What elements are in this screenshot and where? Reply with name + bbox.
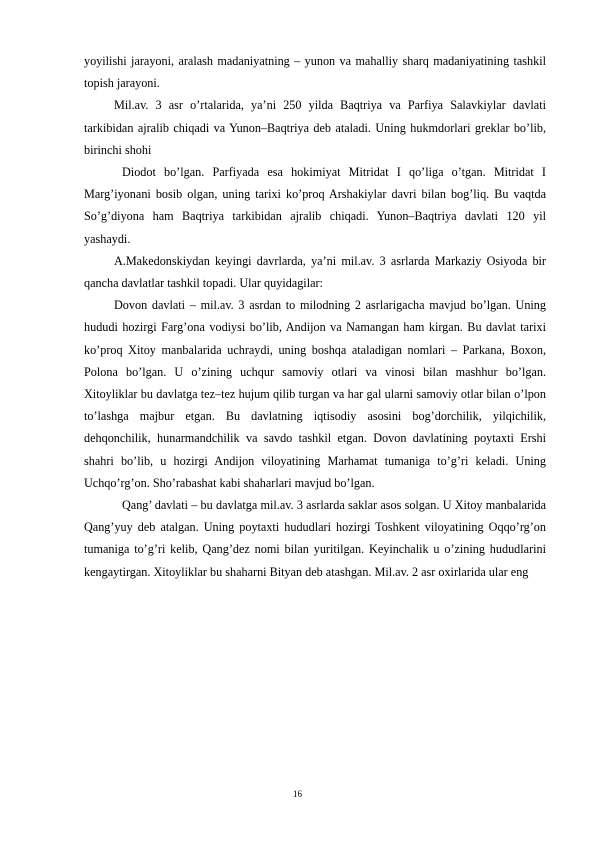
page-number: 16 bbox=[293, 789, 302, 799]
paragraph-continuation: yoyilishi jarayoni, aralash madaniyatning – yunon va mahalliy sharq madaniyatining tashkil topish jarayoni. bbox=[84, 54, 546, 91]
paragraph-baqtriya-parfiya: Mil.av. 3 asr o’rtalarida, ya’ni 250 yilda Baqtriya va Parfiya Salavkiylar davlati tarkibidan ajralib chiqadi va Yunon–Baqtriya deb ataladi. Uning hukmdorlari greklar bo’lib, birinchi shohi bbox=[84, 98, 546, 157]
paragraph-dovon-davlati: Dovon davlati – mil.av. 3 asrdan to milodning 2 asrlarigacha mavjud bo’lgan. Uning hududi hozirgi Farg’ona vodiysi bo’lib, Andijon va Namangan ham kirgan. Bu davlat tarixi ko’proq Xitoy manbalarida uchraydi, uning boshqa ataladigan nomlari – Parkana, Boxon, Polona bo’lgan. U o’zining uchqur samoviy otlari va vinosi bilan mashhur bo’lgan. Xitoyliklar bu davlatga tez–tez hujum qilib turgan va har gal ularni samoviy otlar bilan o’lpon to’lashga majbur etgan. Bu davlatning iqtisodiy asosini bog’dorchilik, yilqichilik, dehqonchilik, hunarmandchilik va savdo tashkil etgan. Dovon davlatining poytaxti Ershi shahri bo’lib, u hozirgi Andijon viloyatining Marhamat tumaniga to’g’ri keladi. Uning Uchqo’rg’on. Sho’rabashat kabi shaharlari mavjud bo’lgan. bbox=[84, 298, 546, 490]
paragraph-qang-davlati: Qang’ davlati – bu davlatga mil.av. 3 asrlarda saklar asos solgan. U Xitoy manbalarida Qang’yuy deb atalgan. Uning poytaxti hududlari hozirgi Toshkent viloyatining Oqqo’rg’on tumaniga to’g’ri kelib, Qang’dez nomi bilan yuritilgan. Keyinchalik u o’zining hududlarini kengaytirgan. Xitoyliklar bu shaharni Bityan deb atashgan. Mil.av. 2 asr oxirlarida ular eng bbox=[84, 498, 546, 579]
paragraph-diodot: Diodot bo’lgan. Parfiyada esa hokimiyat Mitridat I qo’liga o’tgan. Mitridat I Marg’iyonani bosib olgan, uning tarixi ko’proq Arshakiylar davri bilan bog’liq. Bu vaqtda So’g’diyona ham Baqtriya tarkibidan ajralib chiqadi. Yunon–Baqtriya davlati 120 yil yashaydi. bbox=[84, 165, 546, 246]
page-body bbox=[84, 50, 546, 583]
paragraph-makedonskiy: A.Makedonskiydan keyingi davrlarda, ya’ni mil.av. 3 asrlarda Markaziy Osiyoda bir qancha davlatlar tashkil topadi. Ular quyidagilar: bbox=[84, 253, 546, 291]
